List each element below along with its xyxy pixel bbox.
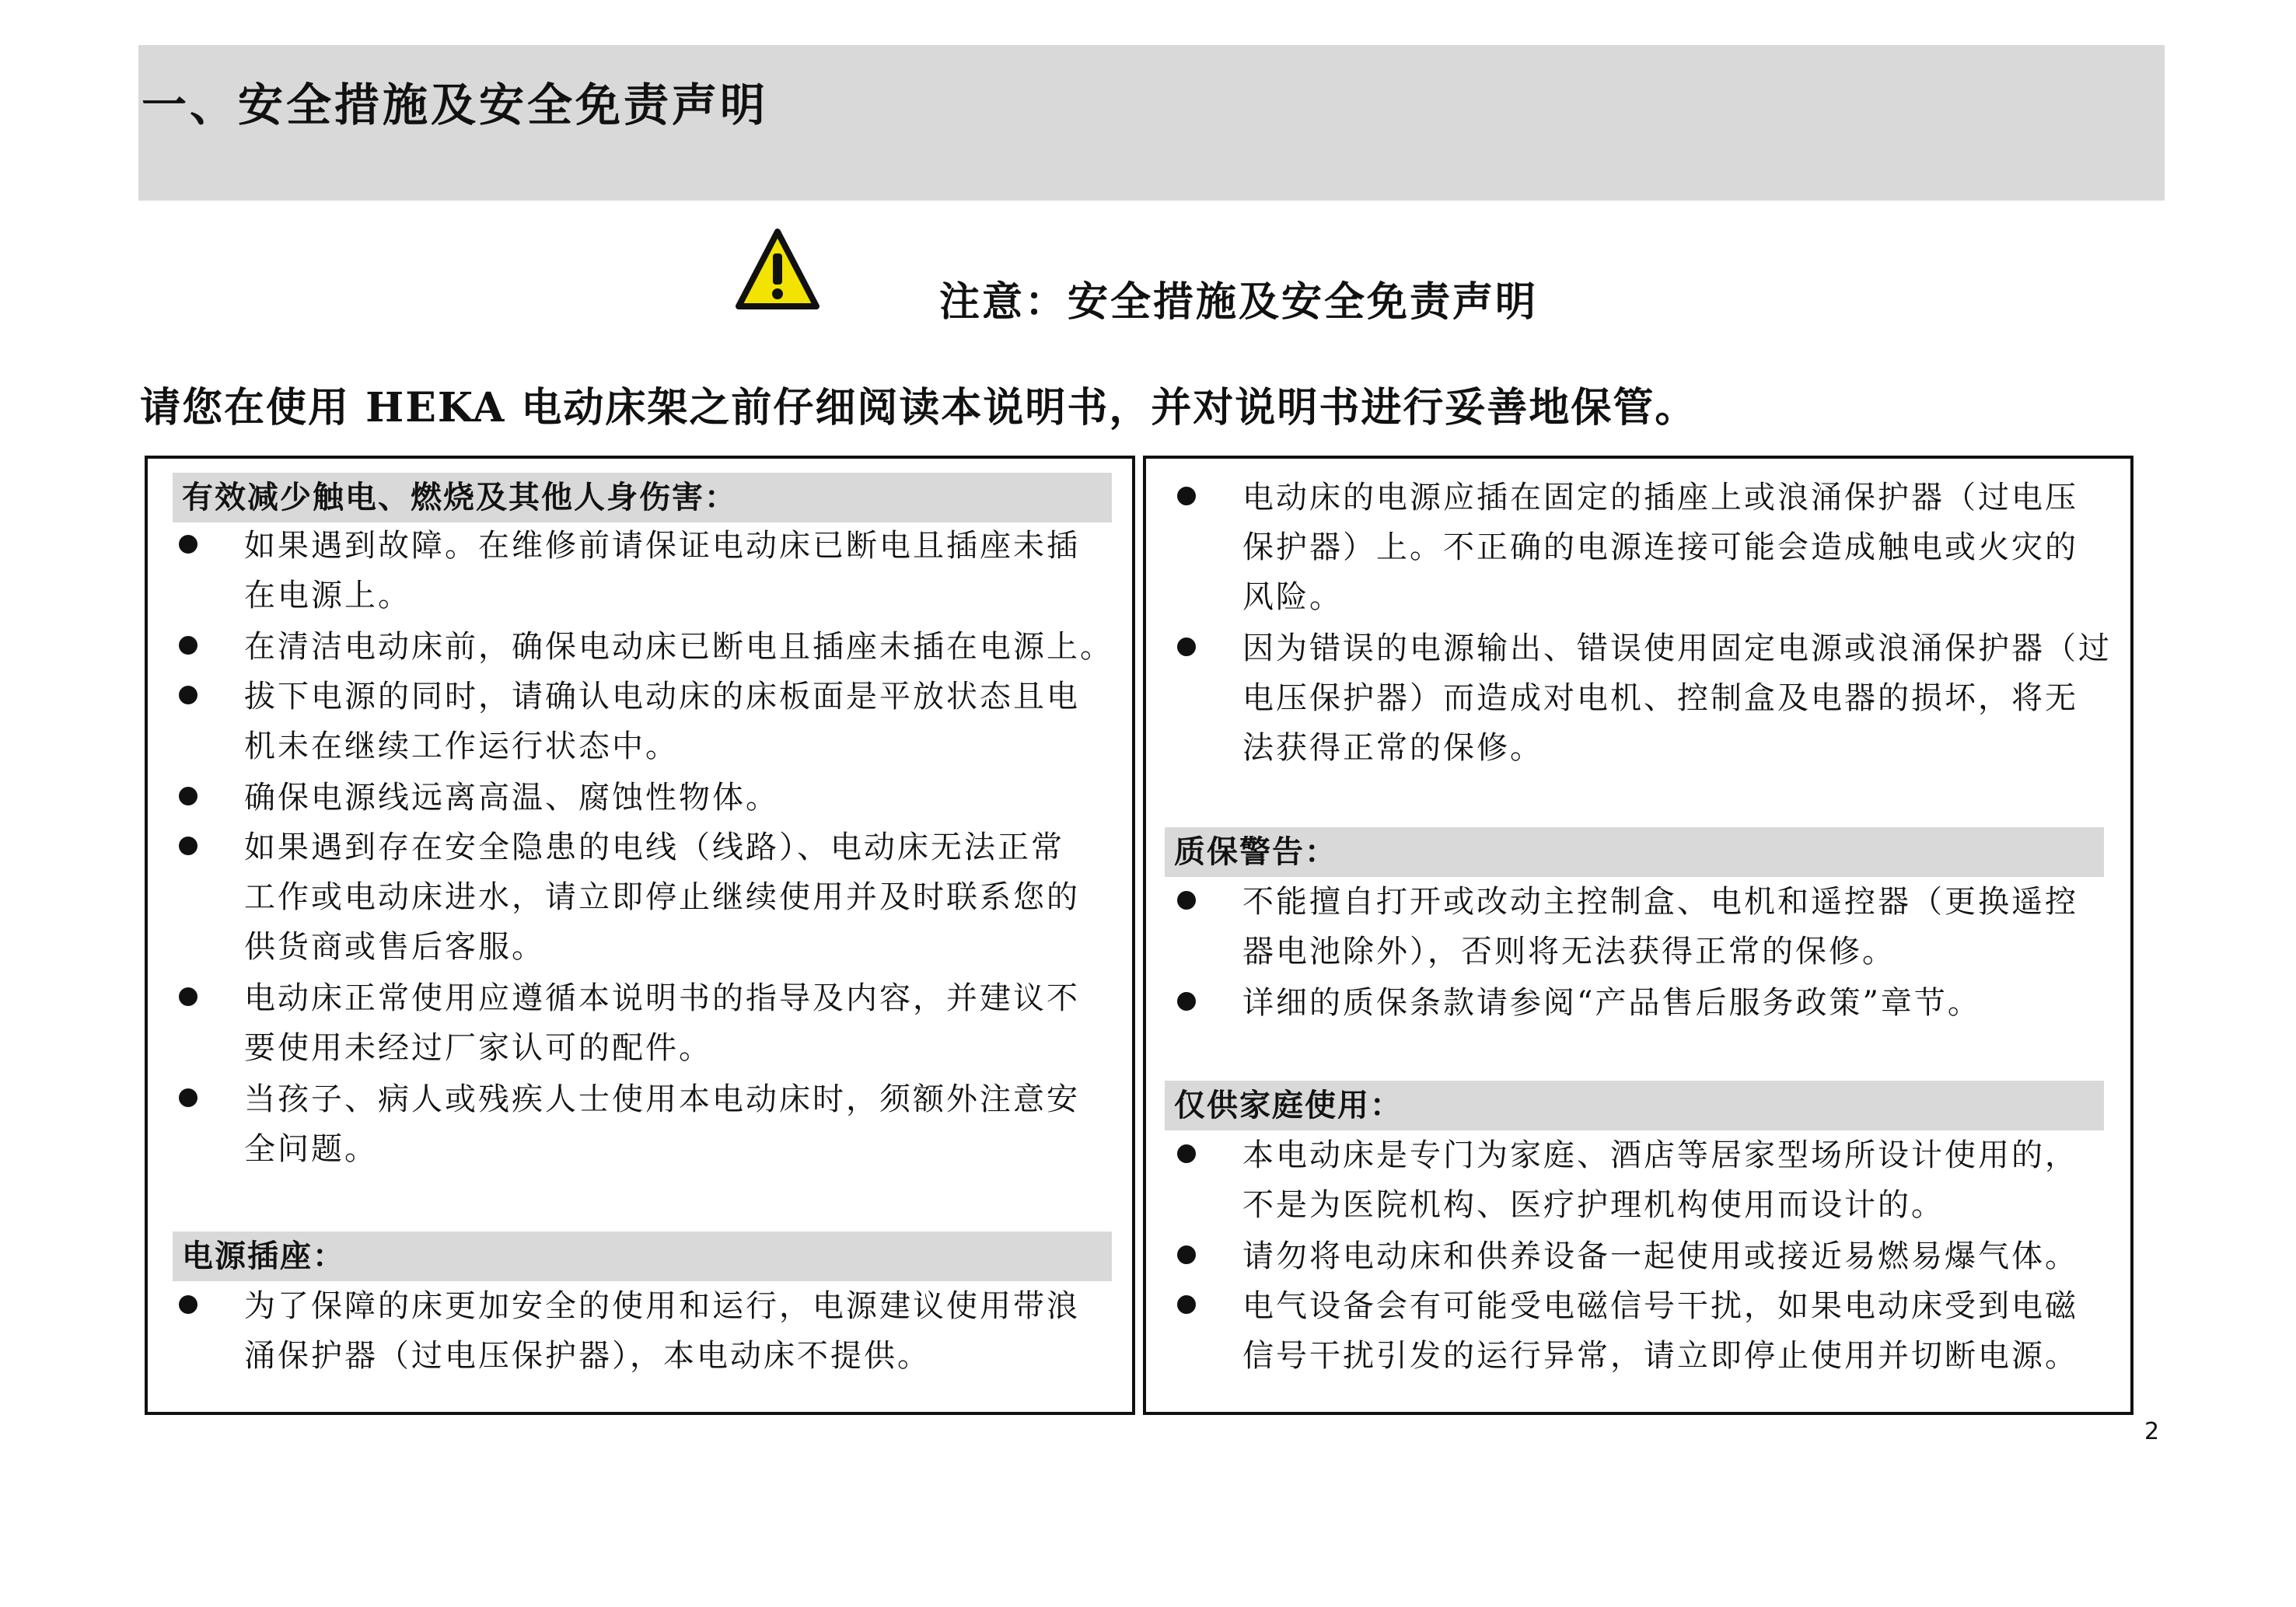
bullet-icon [179,987,197,1006]
list-item-line: 机未在继续工作运行状态中。 [244,728,679,764]
list-item-line: 详细的质保条款请参阅“产品售后服务政策”章节。 [1242,985,1981,1021]
bullet-icon [179,1295,197,1314]
list-item-line: 供货商或售后客服。 [244,929,545,965]
section-heading-injury: 有效减少触电、燃烧及其他人身伤害： [173,473,1112,522]
section-header-bar [138,45,2165,201]
section-heading-power-socket: 电源插座： [173,1231,1112,1281]
list-item-line: 不是为医院机构、医疗护理机构使用而设计的。 [1242,1187,1945,1223]
list-item-line: 电动床的电源应插在固定的插座上或浪涌保护器（过电压 [1242,480,2078,515]
list-item-line: 工作或电动床进水，请立即停止继续使用并及时联系您的 [244,879,1080,915]
bullet-icon [1177,1295,1196,1314]
bullet-icon [1177,487,1196,505]
section-heading-home-use-only: 仅供家庭使用： [1165,1081,2104,1130]
list-item-line: 在清洁电动床前，确保电动床已断电且插座未插在电源上。 [244,629,1113,665]
page-number: 2 [2144,1418,2160,1445]
list-item-line: 电压保护器）而造成对电机、控制盒及电器的损坏，将无 [1242,680,2078,716]
list-item-line: 当孩子、病人或残疾人士使用本电动床时，须额外注意安 [244,1081,1080,1117]
bullet-icon [179,686,197,704]
list-item-line: 电动床正常使用应遵循本说明书的指导及内容，并建议不 [244,980,1080,1016]
bullet-icon [179,636,197,655]
bullet-icon [1177,992,1196,1011]
list-item-line: 法获得正常的保修。 [1242,730,1543,766]
bullet-icon [179,837,197,855]
right-panel [1143,456,2133,1415]
list-item-line: 为了保障的床更加安全的使用和运行，电源建议使用带浪 [244,1288,1080,1324]
left-panel [145,456,1135,1415]
list-item-line: 确保电源线远离高温、腐蚀性物体。 [244,780,779,816]
bullet-icon [179,787,197,805]
list-item-line: 全问题。 [244,1131,378,1167]
list-item-line: 器电池除外），否则将无法获得正常的保修。 [1242,934,1896,969]
notice-title: 注意：安全措施及安全免责声明 [939,278,1539,326]
bullet-icon [1177,891,1196,910]
bullet-icon [1177,1245,1196,1264]
list-item-line: 请勿将电动床和供养设备一起使用或接近易燃易爆气体。 [1242,1238,2078,1274]
bullet-icon [179,1088,197,1107]
section-heading-warranty-warning: 质保警告： [1165,827,2104,877]
intro-text: 请您在使用 HEKA 电动床架之前仔细阅读本说明书，并对说明书进行妥善地保管。 [140,384,1697,431]
bullet-icon [179,535,197,554]
list-item-line: 涌保护器（过电压保护器），本电动床不提供。 [244,1338,931,1374]
page-title: 一、安全措施及安全免责声明 [142,79,769,131]
list-item-line: 因为错误的电源输出、错误使用固定电源或浪涌保护器（过 [1242,631,2112,666]
list-item-line: 在电源上。 [244,578,411,613]
list-item-line: 本电动床是专门为家庭、酒店等居家型场所设计使用的， [1242,1137,2078,1173]
list-item-line: 信号干扰引发的运行异常，请立即停止使用并切断电源。 [1242,1338,2078,1374]
list-item-line: 电气设备会有可能受电磁信号干扰，如果电动床受到电磁 [1242,1288,2078,1324]
list-item-line: 如果遇到存在安全隐患的电线（线路）、电动床无法正常 [244,830,1064,865]
list-item-line: 风险。 [1242,579,1343,615]
warning-triangle-icon [734,227,821,311]
list-item-line: 如果遇到故障。在维修前请保证电动床已断电且插座未插 [244,528,1080,564]
list-item-line: 不能擅自打开或改动主控制盒、电机和遥控器（更换遥控 [1242,884,2078,920]
bullet-icon [1177,638,1196,656]
list-item-line: 保护器）上。不正确的电源连接可能会造成触电或火灾的 [1242,529,2078,565]
list-item-line: 要使用未经过厂家认可的配件。 [244,1030,712,1066]
bullet-icon [1177,1144,1196,1163]
list-item-line: 拔下电源的同时，请确认电动床的床板面是平放状态且电 [244,679,1080,714]
